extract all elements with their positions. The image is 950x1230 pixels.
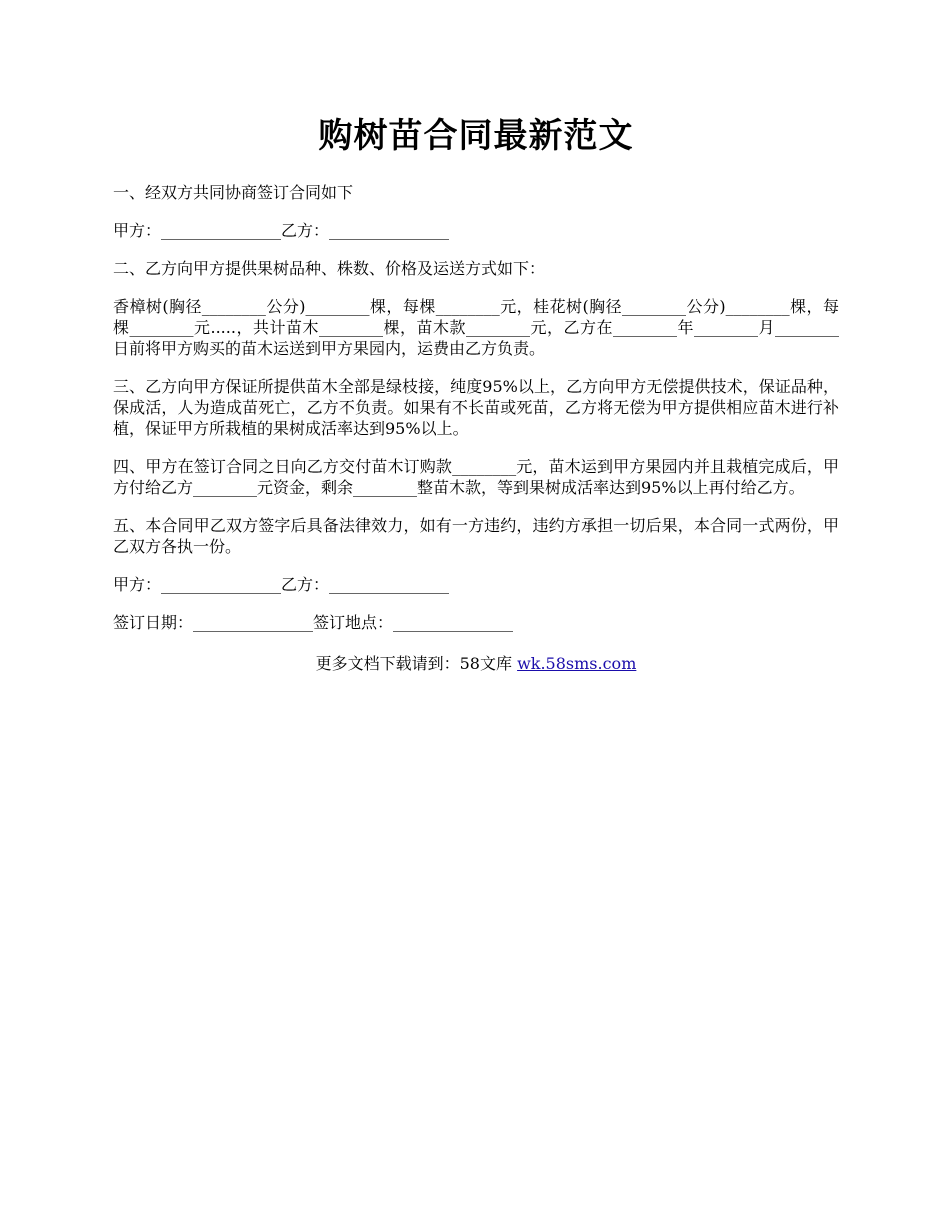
- paragraph-agreement-intro: 一、经双方共同协商签订合同如下: [113, 183, 354, 202]
- paragraph-tree-details: 香樟树(胸径________公分)________棵，每棵________元，桂花树(胸径________公分)________棵，每棵________元.....，共计苗木________棵，苗木款________元，乙方在________年________月________日前将甲方购买的苗木运送到甲方果园内，运费由乙方负责。: [113, 297, 839, 358]
- paragraph-section-four: 四、甲方在签订合同之日向乙方交付苗木订购款________元，苗木运到甲方果园内并且栽植完成后，甲方付给乙方________元资金，剩余________整苗木款，等到果树成活率达到95%以上再付给乙方。: [113, 457, 839, 497]
- paragraph-sign-date-place: 签订日期：_______________签订地点：_______________: [113, 613, 514, 632]
- paragraph-section-three: 三、乙方向甲方保证所提供苗木全部是绿枝接，纯度95%以上，乙方向甲方无偿提供技术，保证品种，保成活，人为造成苗死亡，乙方不负责。如果有不长苗或死苗，乙方将无偿为甲方提供相应苗木进行补植，保证甲方所栽植的果树成活率达到95%以上。: [113, 377, 839, 438]
- paragraph-section-five: 五、本合同甲乙双方签字后具备法律效力，如有一方违约，违约方承担一切后果，本合同一式两份，甲乙双方各执一份。: [113, 516, 839, 556]
- footer-link[interactable]: wk.58sms.com: [517, 654, 637, 673]
- paragraph-signatures: 甲方：_______________乙方：_______________: [113, 575, 450, 594]
- footer-download-note: [113, 653, 839, 674]
- footer-text: 更多文档下载请到：58文库: [315, 654, 518, 673]
- paragraph-parties: 甲方：_______________乙方：_______________: [113, 221, 450, 240]
- document-page: [113, 112, 839, 674]
- document-title: 购树苗合同最新范文: [318, 116, 634, 156]
- paragraph-section-two-heading: 二、乙方向甲方提供果树品种、株数、价格及运送方式如下：: [113, 259, 546, 278]
